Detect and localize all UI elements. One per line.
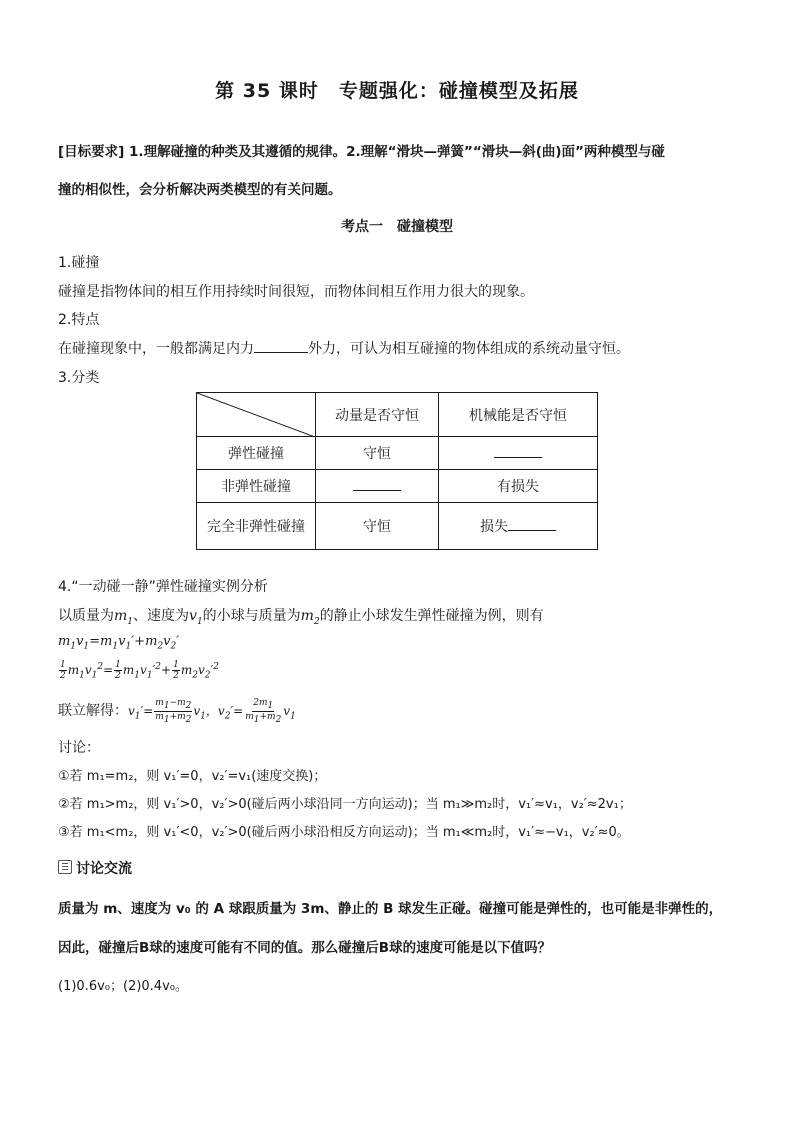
p4-text-c: 的小球与质量为 bbox=[202, 608, 301, 624]
p2-text-b: 外力，可认为相互碰撞的物体组成的系统动量守恒。 bbox=[308, 341, 630, 357]
row-energy-text: 损失 bbox=[480, 519, 508, 535]
exchange-heading bbox=[58, 858, 132, 878]
table-header-row bbox=[197, 393, 598, 437]
solution-formula: $v_1'=$ $\frac{m_1-m_2}{m_1+m_2}$ $v_1$，$v_2'=$ $\frac{2m_1}{m_1+m_2}$ $v_1$ bbox=[128, 698, 296, 725]
goal-line-1 bbox=[58, 140, 665, 160]
case-3: ③若 m₁<m₂，则 v₁′<0，v₂′>0(碰后两小球沿相反方向运动)；当 m₁≪m₂时，v₁′≈−v₁，v₂′≈0。 bbox=[58, 825, 630, 840]
discuss-label: 讨论： bbox=[58, 740, 100, 756]
symbol-m2: $m_2$ bbox=[300, 608, 320, 627]
row-energy: 有损失 bbox=[439, 470, 598, 503]
fill-blank bbox=[254, 340, 308, 353]
fill-blank bbox=[508, 518, 556, 531]
p1-heading: 1.碰撞 bbox=[58, 255, 100, 271]
table-diagonal-cell bbox=[197, 393, 316, 437]
solution-line bbox=[58, 698, 296, 725]
p3-heading: 3.分类 bbox=[58, 370, 100, 386]
p2-heading: 2.特点 bbox=[58, 312, 100, 328]
exchange-label: 讨论交流 bbox=[76, 861, 132, 877]
row-name: 完全非弹性碰撞 bbox=[197, 503, 316, 550]
question-line-3: (1)0.6v₀；(2)0.4v₀。 bbox=[58, 979, 188, 994]
case-2: ②若 m₁>m₂，则 v₁′>0，v₂′>0(碰后两小球沿同一方向运动)；当 m₁≫m₂时，v₁′≈v₁，v₂′≈2v₁； bbox=[58, 797, 632, 812]
p2-text-a: 在碰撞现象中，一般都满足内力 bbox=[58, 341, 254, 357]
table-header-energy: 机械能是否守恒 bbox=[439, 393, 598, 437]
collision-classification-table bbox=[196, 392, 598, 550]
edit-note-icon bbox=[58, 860, 72, 874]
momentum-equation: $m_1v_1=m_1v_1'+m_2v_2'$ bbox=[58, 634, 180, 652]
row-energy bbox=[439, 437, 598, 470]
fill-blank bbox=[494, 445, 542, 458]
case-1: ①若 m₁=m₂，则 v₁′=0，v₂′=v₁(速度交换)； bbox=[58, 769, 327, 784]
energy-equation: $\frac{1}{2}$ $m_1v_1^2=$ $\frac{1}{2}$ $m_1v_1'^2+$ $\frac{1}{2}$ $m_2v_2'^2$ bbox=[60, 660, 219, 681]
p4-heading: 4.“一动碰一静”弹性碰撞实例分析 bbox=[58, 579, 268, 595]
p4-body bbox=[58, 605, 544, 627]
symbol-v1: $v_1$ bbox=[189, 608, 203, 627]
p4-text-d: 的静止小球发生弹性碰撞为例，则有 bbox=[319, 608, 544, 624]
row-name: 弹性碰撞 bbox=[197, 437, 316, 470]
symbol-m1: $m_1$ bbox=[114, 608, 134, 627]
row-momentum: 守恒 bbox=[316, 503, 439, 550]
table-row bbox=[197, 470, 598, 503]
row-momentum: 守恒 bbox=[316, 437, 439, 470]
table-row bbox=[197, 503, 598, 550]
section-title: 考点一 碰撞模型 bbox=[341, 219, 453, 235]
row-momentum bbox=[316, 470, 439, 503]
p1-body: 碰撞是指物体间的相互作用持续时间很短，而物体间相互作用力很大的现象。 bbox=[58, 284, 534, 300]
goal-text-1: 1.理解碰撞的种类及其遵循的规律。2.理解“滑块—弹簧”“滑块—斜(曲)面”两种模型与碰 bbox=[124, 144, 665, 160]
p4-text-b: 、速度为 bbox=[133, 608, 190, 624]
diagonal-line bbox=[197, 393, 315, 437]
goal-label: [目标要求] bbox=[58, 144, 125, 160]
question-line-1: 质量为 m、速度为 v₀ 的 A 球跟质量为 3m、静止的 B 球发生正碰。碰撞可能是弹性的，也可能是非弹性的， bbox=[58, 901, 723, 917]
p4-text-a: 以质量为 bbox=[58, 608, 114, 624]
table-header-momentum: 动量是否守恒 bbox=[316, 393, 439, 437]
row-energy bbox=[439, 503, 598, 550]
page-title: 第 35 课时 专题强化：碰撞模型及拓展 bbox=[215, 80, 579, 102]
goal-text-2: 撞的相似性，会分析解决两类模型的有关问题。 bbox=[58, 182, 342, 198]
question-line-2: 因此，碰撞后B球的速度可能有不同的值。那么碰撞后B球的速度可能是以下值吗？ bbox=[58, 940, 552, 956]
row-name: 非弹性碰撞 bbox=[197, 470, 316, 503]
p2-body bbox=[58, 338, 630, 358]
solution-label: 联立解得： bbox=[58, 702, 128, 719]
fill-blank bbox=[353, 478, 401, 491]
table-row bbox=[197, 437, 598, 470]
